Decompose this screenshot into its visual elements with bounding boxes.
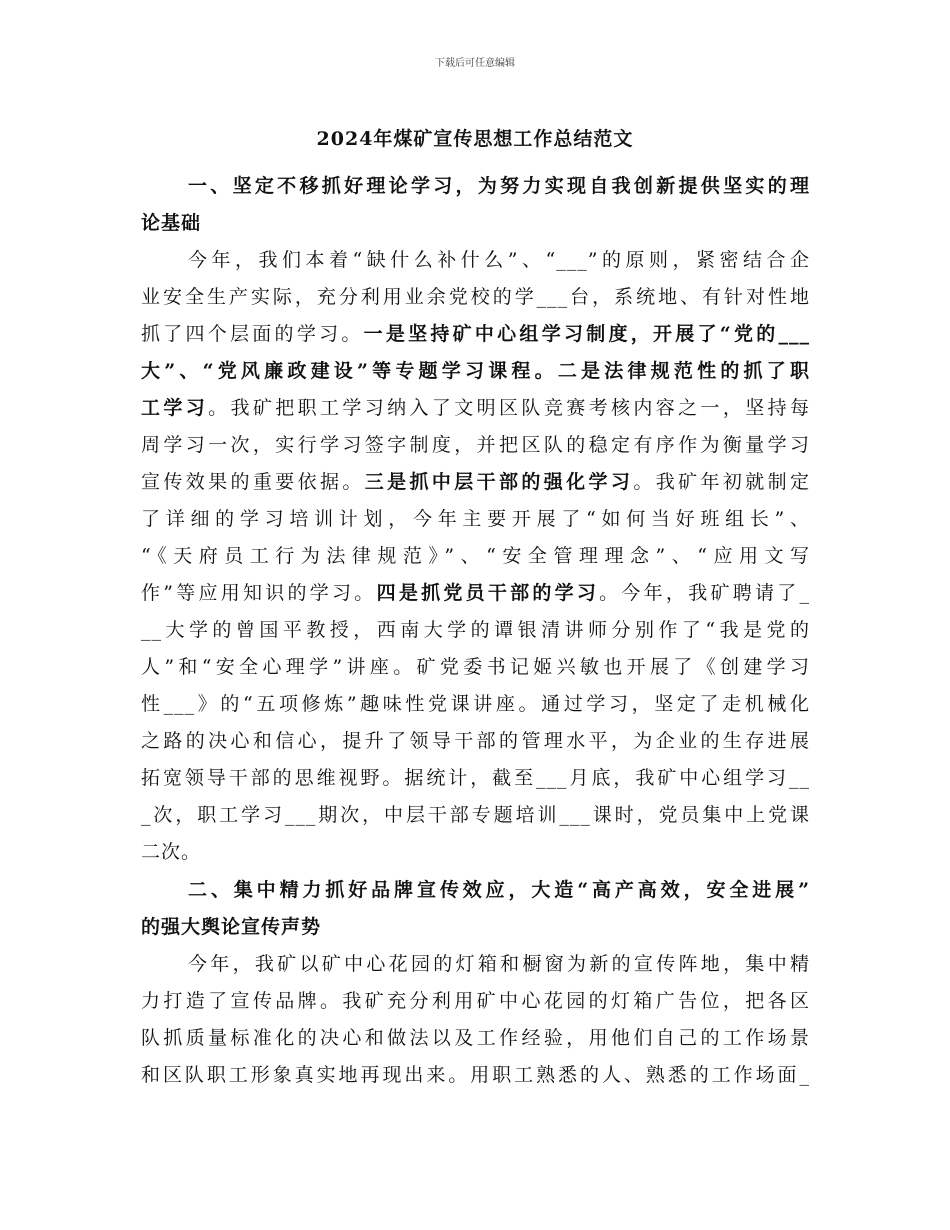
paragraph-line: 人”和“安全心理学”讲座。矿党委书记姬兴敏也开展了《创建学习 <box>141 656 810 678</box>
text-run: 。我矿把职工学习纳入了文明区队竞赛考核内容之一，坚持每 <box>208 397 810 419</box>
paragraph-line: 和区队职工形象真实地再现出来。用职工熟悉的人、熟悉的工作场面_ <box>141 1064 810 1086</box>
text-run: 。今年，我矿聘请了_ <box>599 582 810 604</box>
section1-heading-line-2: 论基础 <box>141 212 202 234</box>
bold-point-1: 一是坚持矿中心组学习制度，开展了“党的___ <box>363 323 810 345</box>
paragraph-line: __大学的曾国平教授，西南大学的谭银清讲师分别作了“我是党的 <box>141 619 810 641</box>
text-run: 作”等应用知识的学习。 <box>141 582 377 604</box>
paragraph-line: 今年，我们本着“缺什么补什么”、“___”的原则，紧密结合企 <box>188 249 810 271</box>
paragraph-line: _次，职工学习___期次，中层干部专题培训___课时，党员集中上党课 <box>141 804 810 826</box>
text-run: 抓了四个层面的学习。 <box>141 323 364 345</box>
paragraph-line <box>141 392 810 424</box>
bold-point-1-cont: 大”、“党风廉政建设”等专题学习课程。 <box>141 360 558 382</box>
text-run: 宣传效果的重要依据。 <box>141 471 365 493</box>
page-header-note: 下载后可任意编辑 <box>435 58 515 69</box>
section2-heading-line-2: 的强大舆论宣传声势 <box>141 916 322 938</box>
paragraph-line: 性___》的“五项修炼”趣味性党课讲座。通过学习，坚定了走机械化 <box>141 693 810 715</box>
paragraph-line: 拓宽领导干部的思维视野。据统计，截至___月底，我矿中心组学习__ <box>141 767 810 789</box>
paragraph-line: “《天府员工行为法律规范》”、“安全管理理念”、“应用文写 <box>141 545 810 567</box>
paragraph-line <box>141 466 810 498</box>
paragraph-line: 之路的决心和信心，提升了领导干部的管理水平，为企业的生存进展 <box>141 730 810 752</box>
paragraph-line: 了详细的学习培训计划，今年主要开展了“如何当好班组长”、 <box>141 508 810 530</box>
bold-point-4: 四是抓党员干部的学习 <box>376 582 600 604</box>
section1-heading-line-1: 一、坚定不移抓好理论学习，为努力实现自我创新提供坚实的理 <box>188 175 810 197</box>
text-run: 。我矿年初就制定 <box>633 471 810 493</box>
paragraph-line: 今年，我矿以矿中心花园的灯箱和橱窗为新的宣传阵地，集中精 <box>188 953 810 975</box>
paragraph-line: 周学习一次，实行学习签字制度，并把区队的稳定有序作为衡量学习 <box>141 434 810 456</box>
paragraph-line: 业安全生产实际，充分利用业余党校的学___台，系统地、有针对性地 <box>141 286 810 308</box>
paragraph-line: 队抓质量标准化的决心和做法以及工作经验，用他们自己的工作场景 <box>141 1027 810 1049</box>
paragraph-line: 二次。 <box>141 841 202 863</box>
paragraph-line: 力打造了宣传品牌。我矿充分利用矿中心花园的灯箱广告位，把各区 <box>141 990 810 1012</box>
bold-point-3: 三是抓中层干部的强化学习 <box>364 471 634 493</box>
paragraph-line <box>141 355 810 387</box>
paragraph-line <box>141 577 810 609</box>
paragraph-line <box>141 318 810 350</box>
section2-heading-line-1: 二、集中精力抓好品牌宣传效应，大造“高产高效，安全进展” <box>188 879 810 901</box>
document-title: 2024年煤矿宣传思想工作总结范文 <box>316 128 634 150</box>
bold-point-2: 二是法律规范性的抓了职 <box>557 360 810 382</box>
bold-point-2-cont: 工学习 <box>141 397 209 419</box>
